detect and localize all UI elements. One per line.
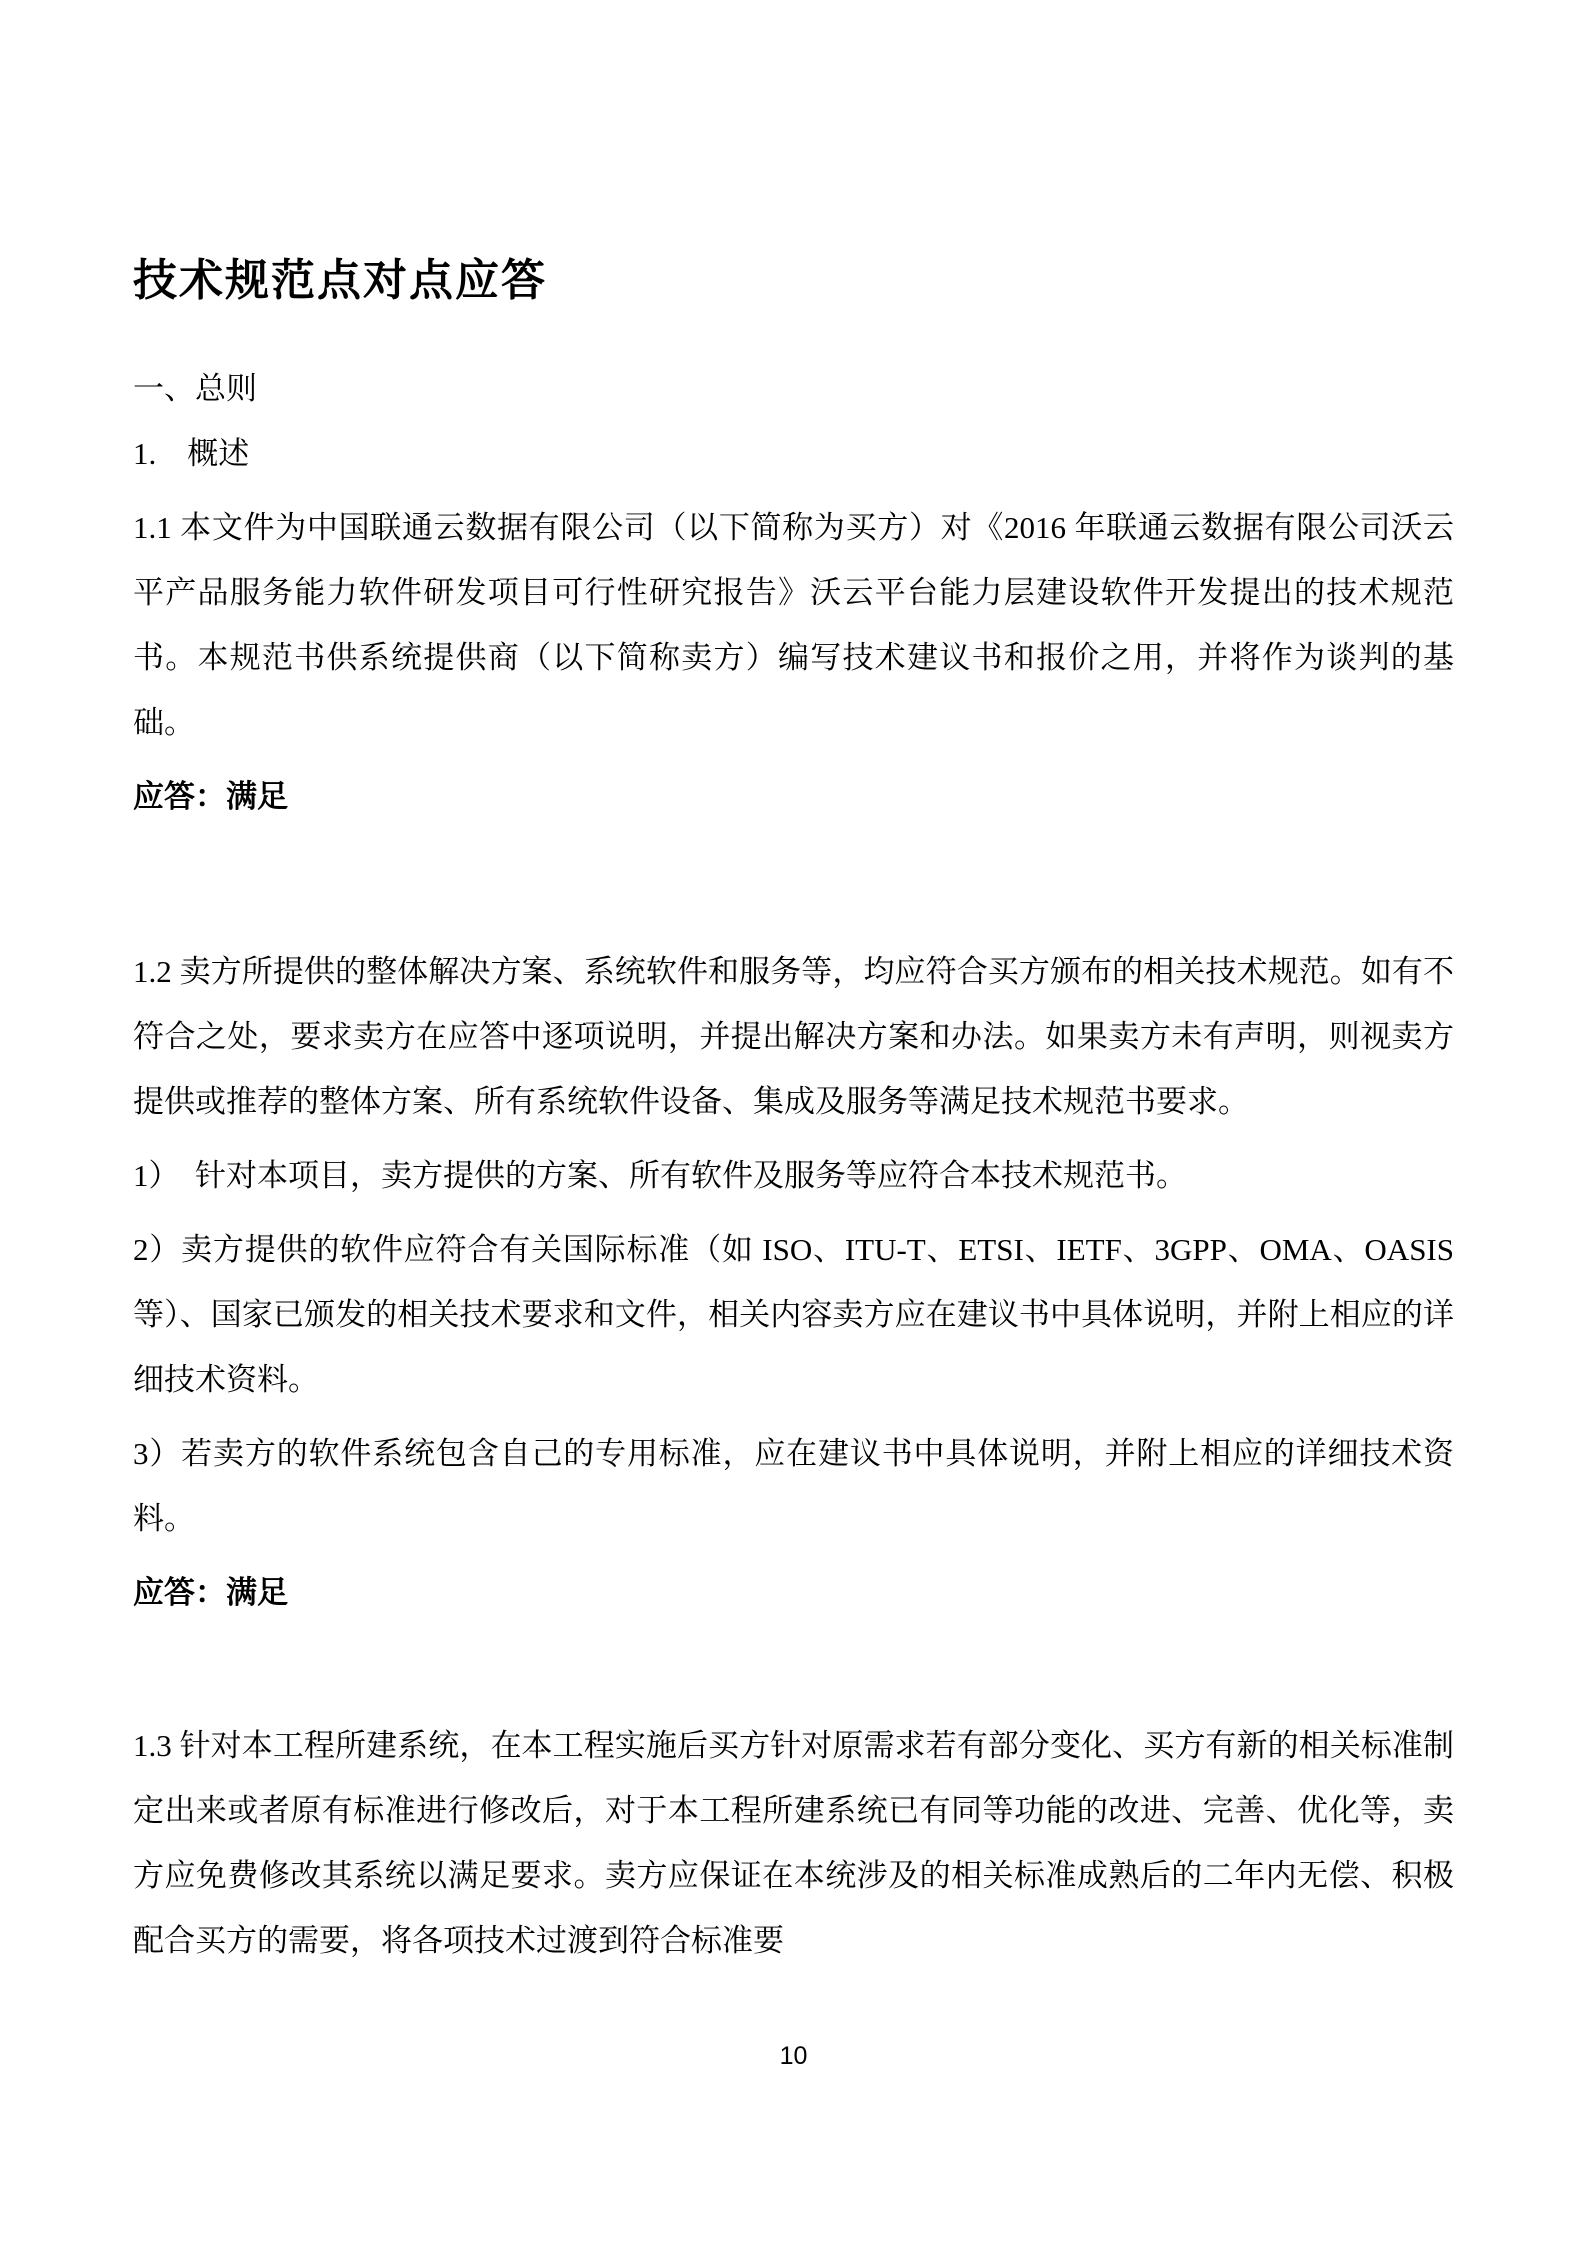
doc-title: 技术规范点对点应答 <box>133 256 547 305</box>
page-number: 10 <box>779 2042 808 2070</box>
section-heading: 一、总则 <box>133 371 257 406</box>
paragraph-1-1: 1.1 本文件为中国联通云数据有限公司（以下简称为买方）对《2016 年联通云数据有限公司沃云平产品服务能力软件研发项目可行性研究报告》沃云平台能力层建设软件开发提出的技术规范书。本规范书供系统提供商（以下简称卖方）编写技术建议书和报价之用，并将作为谈判的基础。 <box>133 510 1454 740</box>
answer-statement-1: 应答：满足 <box>133 779 288 814</box>
paragraph-1-2: 1.2 卖方所提供的整体解决方案、系统软件和服务等，均应符合买方颁布的相关技术规范。如有不符合之处，要求卖方在应答中逐项说明，并提出解决方案和办法。如果卖方未有声明，则视卖方提供或推荐的整体方案、所有系统软件设备、集成及服务等满足技术规范书要求。 <box>133 954 1454 1119</box>
list-item-2: 2）卖方提供的软件应符合有关国际标准（如 ISO、ITU-T、ETSI、IETF、3GPP、OMA、OASIS 等）、国家已颁发的相关技术要求和文件，相关内容卖方应在建议书中具体说明，并附上相应的详细技术资料。 <box>133 1232 1454 1397</box>
answer-statement-2: 应答：满足 <box>133 1575 288 1610</box>
list-item-1: 1） 针对本项目，卖方提供的方案、所有软件及服务等应符合本技术规范书。 <box>133 1158 1187 1193</box>
overview-heading: 1. 概述 <box>133 436 250 471</box>
list-item-3: 3）若卖方的软件系统包含自己的专用标准，应在建议书中具体说明，并附上相应的详细技术资料。 <box>133 1436 1454 1536</box>
paragraph-1-3: 1.3 针对本工程所建系统，在本工程实施后买方针对原需求若有部分变化、买方有新的相关标准制定出来或者原有标准进行修改后，对于本工程所建系统已有同等功能的改进、完善、优化等，卖方应免费修改其系统以满足要求。卖方应保证在本统涉及的相关标准成熟后的二年内无偿、积极配合买方的需要，将各项技术过渡到符合标准要 <box>133 1728 1454 1958</box>
